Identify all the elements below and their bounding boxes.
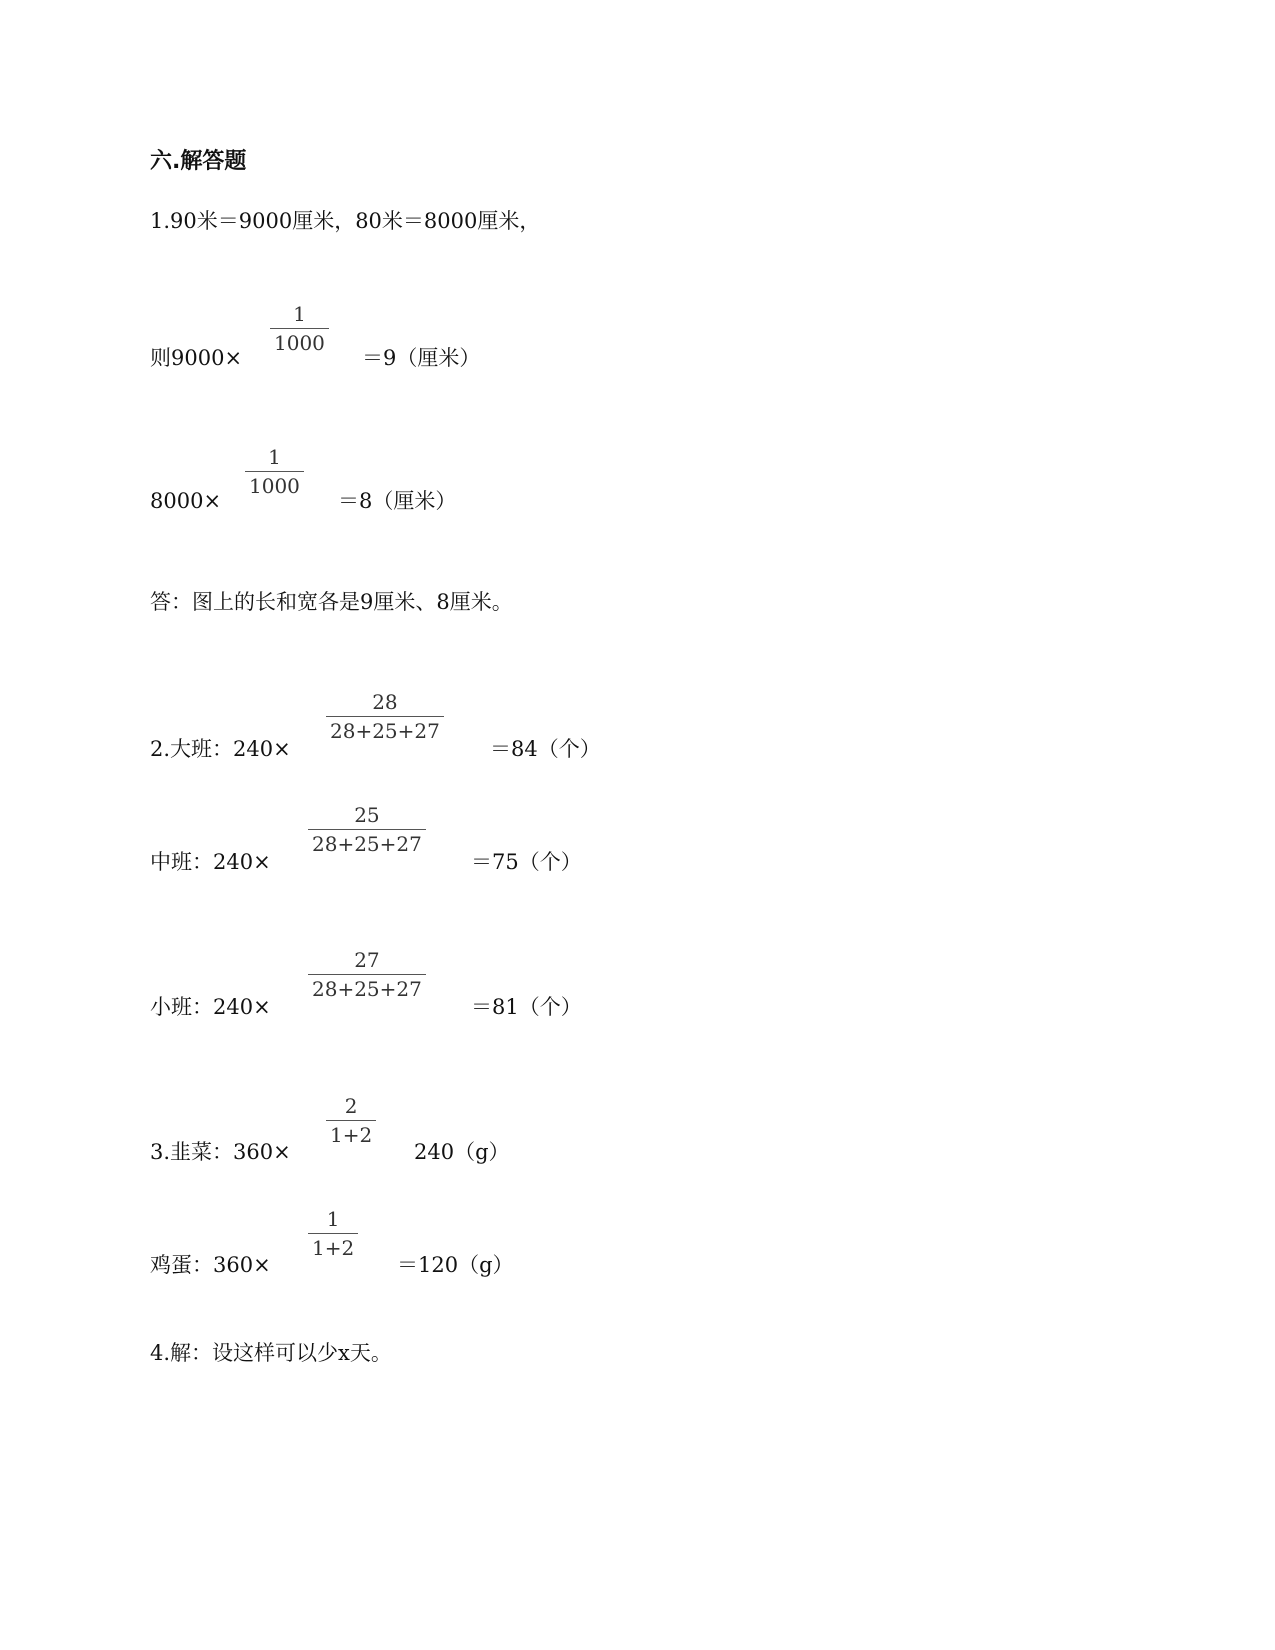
fraction-numerator: 2 [344, 1094, 358, 1118]
q3-calc2-fraction [308, 1207, 358, 1260]
fraction-denominator: 28+25+27 [312, 832, 422, 856]
q1-calc2-fraction [245, 445, 304, 498]
fraction-denominator: 1000 [249, 474, 300, 498]
q1-calc1-fraction [270, 302, 329, 355]
fraction-denominator: 28+25+27 [312, 977, 422, 1001]
fraction-numerator: 1 [326, 1207, 340, 1231]
q1-line1: 1.90米＝9000厘米，80米＝8000厘米， [150, 209, 541, 233]
q1-calc1-prefix: 则9000× [150, 346, 243, 370]
q1-calc2-result: ＝8（厘米） [338, 489, 457, 513]
q3-calc1-result: 240（g） [414, 1140, 510, 1164]
q2-calc1-prefix: 2.大班：240× [150, 737, 291, 761]
fraction-denominator: 1+2 [312, 1236, 355, 1260]
q1-answer: 答：图上的长和宽各是9厘米、8厘米。 [150, 590, 513, 614]
fraction-denominator: 28+25+27 [330, 719, 440, 743]
fraction-numerator: 25 [354, 803, 380, 827]
q2-calc1-result: ＝84（个） [490, 737, 601, 761]
section-title: 六.解答题 [150, 149, 247, 174]
q2-calc3-result: ＝81（个） [471, 995, 582, 1019]
q2-calc2-result: ＝75（个） [471, 850, 582, 874]
q3-calc2-prefix: 鸡蛋：360× [150, 1253, 271, 1277]
fraction-numerator: 1 [293, 302, 306, 326]
q3-calc2-result: ＝120（g） [397, 1253, 514, 1277]
q4-line1: 4.解：设这样可以少x天。 [150, 1341, 392, 1365]
q3-calc1-fraction [326, 1094, 376, 1147]
fraction-numerator: 27 [354, 948, 380, 972]
fraction-denominator: 1+2 [330, 1123, 373, 1147]
q1-calc2-prefix: 8000× [150, 489, 222, 513]
q2-calc3-prefix: 小班：240× [150, 995, 271, 1019]
q2-calc2-prefix: 中班：240× [150, 850, 271, 874]
fraction-numerator: 1 [268, 445, 281, 469]
q3-calc1-prefix: 3.韭菜：360× [150, 1140, 291, 1164]
q2-calc2-fraction [308, 803, 426, 856]
q2-calc3-fraction [308, 948, 426, 1001]
fraction-denominator: 1000 [274, 331, 325, 355]
fraction-numerator: 28 [372, 690, 398, 714]
q1-calc1-result: ＝9（厘米） [362, 346, 481, 370]
q2-calc1-fraction [326, 690, 444, 743]
